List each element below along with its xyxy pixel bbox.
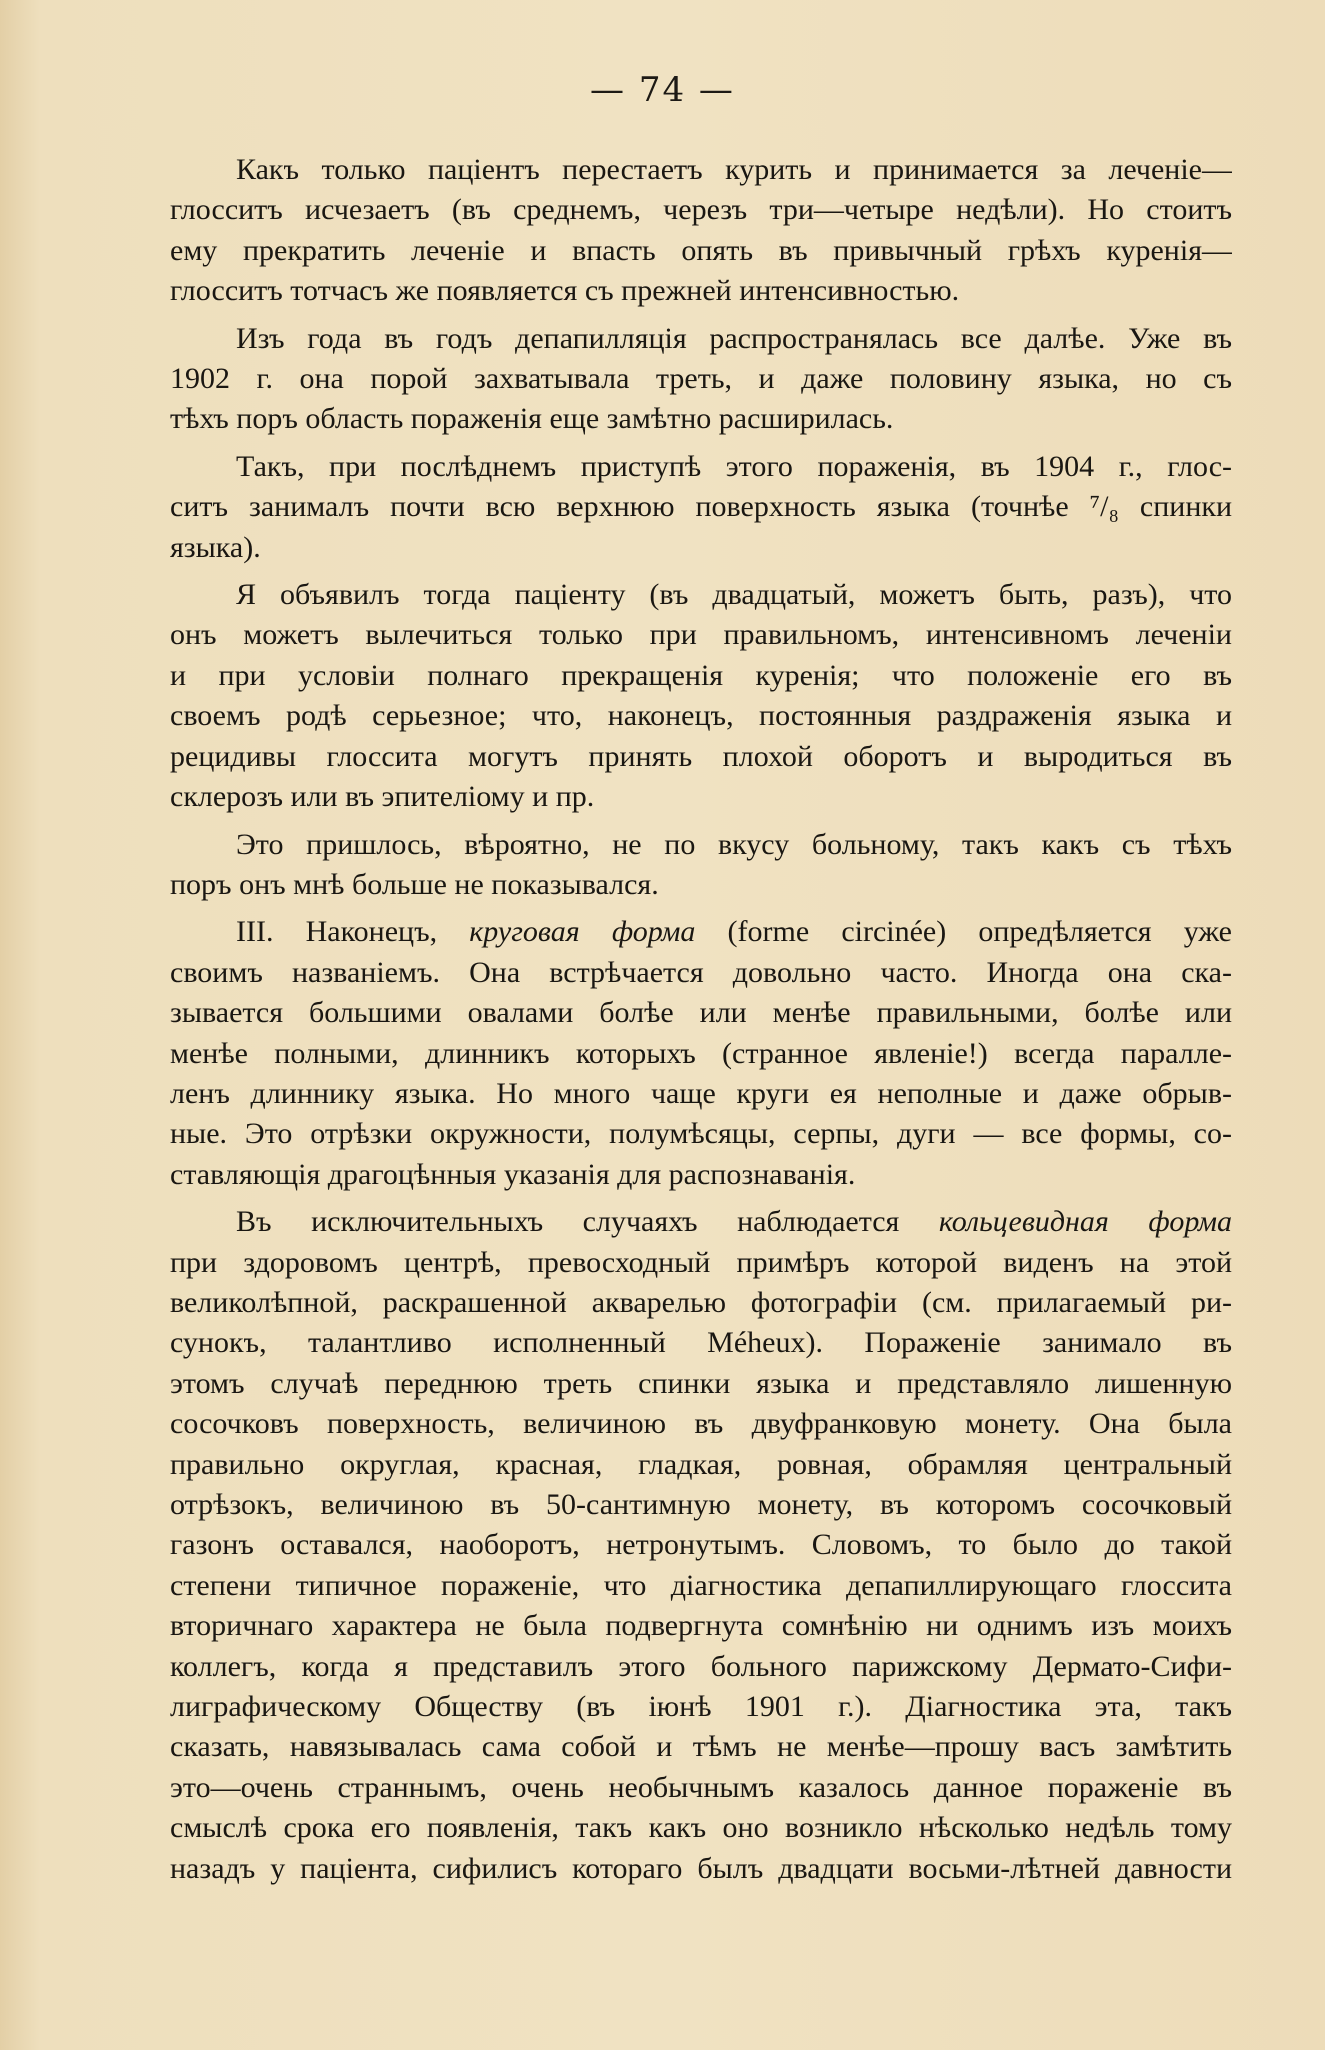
text-segment: ные. Это отрѣзки окружности, полумѣсяцы, серпы, дуги — все формы, со- xyxy=(170,1117,1232,1151)
text-line xyxy=(170,1364,1232,1404)
text-line xyxy=(170,231,1232,271)
text-segment: вторичнаго характера не была подвергнута сомнѣнію ни однимъ изъ моихъ xyxy=(170,1609,1232,1643)
text-line xyxy=(170,1849,1232,1889)
text-line xyxy=(170,1243,1232,1283)
text-line xyxy=(170,1114,1232,1154)
text-segment: Изъ года въ годъ депапилляція распространялась все далѣе. Уже въ xyxy=(236,321,1232,355)
text-line xyxy=(170,825,1232,865)
text-segment: III. Наконецъ, xyxy=(236,915,470,949)
text-line xyxy=(170,1034,1232,1074)
text-segment: 1902 г. она порой захватывала треть, и даже половину языка, но съ xyxy=(170,362,1232,396)
text-segment: (forme circinée) опредѣляется уже xyxy=(695,915,1232,949)
text-segment: сказать, навязывалась сама собой и тѣмъ не менѣе—прошу васъ замѣтить xyxy=(170,1730,1232,1764)
text-line xyxy=(170,1687,1232,1727)
text-segment: это—очень страннымъ, очень необычнымъ казалось данное пораженіе въ xyxy=(170,1770,1232,1804)
body-text xyxy=(170,150,1232,1896)
text-segment: коллегъ, когда я представилъ этого больного парижскому Дермато-Сифи- xyxy=(170,1649,1232,1683)
text-segment: ему прекратить леченіе и впасть опять въ привычный грѣхъ куренія— xyxy=(170,233,1232,267)
paragraph xyxy=(170,319,1232,440)
text-segment: менѣе полными, длинникъ которыхъ (странное явленіе!) всегда паралле- xyxy=(170,1036,1232,1070)
text-segment: ленъ длиннику языка. Но много чаще круги ея неполные и даже обрыв- xyxy=(170,1076,1232,1110)
text-line xyxy=(170,319,1232,359)
text-line xyxy=(170,1768,1232,1808)
text-segment: поръ онъ мнѣ больше не показывался. xyxy=(170,867,659,901)
text-segment: лиграфическому Обществу (въ іюнѣ 1901 г.). Діагностика эта, такъ xyxy=(170,1690,1232,1724)
text-segment: зывается большими овалами болѣе или менѣе правильными, болѣе или xyxy=(170,996,1232,1030)
text-segment: Такъ, при послѣднемъ приступѣ этого пораженія, въ 1904 г., глос- xyxy=(236,449,1232,483)
paragraph xyxy=(170,1202,1232,1889)
emphasized-term: круговая форма xyxy=(469,915,696,949)
page-number: — 74 — xyxy=(590,70,735,110)
text-line xyxy=(170,615,1232,655)
text-line xyxy=(170,1727,1232,1767)
text-line xyxy=(170,1283,1232,1323)
text-line xyxy=(170,447,1232,487)
text-line xyxy=(170,953,1232,993)
text-segment: своемъ родѣ серьезное; что, наконецъ, постоянныя раздраженія языка и xyxy=(170,699,1232,733)
text-line xyxy=(170,150,1232,190)
text-line xyxy=(170,696,1232,736)
text-segment: газонъ оставался, наоборотъ, нетронутымъ. Словомъ, то было до такой xyxy=(170,1528,1232,1562)
text-segment: сунокъ, талантливо исполненный Méheux). Пораженіе занимало въ xyxy=(170,1326,1232,1360)
text-segment: сосочковъ поверхность, величиною въ двуфранковую монету. Она была xyxy=(170,1407,1232,1441)
text-segment: языка). xyxy=(170,530,261,564)
text-line xyxy=(170,656,1232,696)
text-segment: тѣхъ поръ область пораженія еще замѣтно расширилась. xyxy=(170,402,894,436)
text-line xyxy=(170,993,1232,1033)
text-line xyxy=(170,1445,1232,1485)
text-line xyxy=(170,359,1232,399)
text-line xyxy=(170,1404,1232,1444)
text-segment: и при условіи полнаго прекращенія куренія; что положеніе его въ xyxy=(170,658,1232,692)
text-line xyxy=(170,1485,1232,1525)
text-segment: при здоровомъ центрѣ, превосходный примѣръ которой виденъ на этой xyxy=(170,1245,1232,1279)
text-line xyxy=(170,737,1232,777)
paragraph xyxy=(170,150,1232,312)
text-line xyxy=(170,1606,1232,1646)
text-line xyxy=(170,1525,1232,1565)
text-line xyxy=(170,777,1232,817)
text-segment: правильно округлая, красная, гладкая, ровная, обрамляя центральный xyxy=(170,1447,1232,1481)
text-line xyxy=(170,912,1232,952)
text-line xyxy=(170,1155,1232,1195)
text-segment: Это пришлось, вѣроятно, не по вкусу больному, такъ какъ съ тѣхъ xyxy=(236,827,1232,861)
text-segment: этомъ случаѣ переднюю треть спинки языка и представляло лишенную xyxy=(170,1366,1232,1400)
text-line xyxy=(170,399,1232,439)
text-line xyxy=(170,1323,1232,1363)
paragraph xyxy=(170,575,1232,817)
text-segment: глосситъ тотчасъ же появляется съ прежней интенсивностью. xyxy=(170,274,960,308)
text-segment: Въ исключительныхъ случаяхъ наблюдается xyxy=(236,1205,939,1239)
text-segment: глосситъ исчезаетъ (въ среднемъ, черезъ три—четыре недѣли). Но стоитъ xyxy=(170,193,1232,227)
text-segment: отрѣзокъ, величиною въ 50-сантимную монету, въ которомъ сосочковый xyxy=(170,1488,1232,1521)
text-segment: склерозъ или въ эпителіому и пр. xyxy=(170,780,595,814)
text-line xyxy=(170,1202,1232,1242)
text-segment: онъ можетъ вылечиться только при правильномъ, интенсивномъ леченіи xyxy=(170,618,1232,652)
paragraph xyxy=(170,912,1232,1195)
text-line xyxy=(170,1074,1232,1114)
text-segment: степени типичное пораженіе, что діагностика депапиллирующаго глоссита xyxy=(170,1568,1232,1602)
text-segment: ставляющія драгоцѣнныя указанія для распознаванія. xyxy=(170,1157,856,1191)
text-segment: смыслѣ срока его появленія, такъ какъ оно возникло нѣсколько недѣль тому xyxy=(170,1811,1232,1845)
text-segment: назадъ у паціента, сифилисъ котораго былъ двадцати восьми-лѣтней давности xyxy=(170,1851,1232,1885)
emphasized-term: кольцевидная форма xyxy=(938,1205,1232,1239)
text-line xyxy=(170,1566,1232,1606)
text-line xyxy=(170,865,1232,905)
text-line xyxy=(170,271,1232,311)
text-segment: своимъ названіемъ. Она встрѣчается довольно часто. Иногда она ска- xyxy=(170,955,1232,989)
text-line xyxy=(170,575,1232,615)
text-segment: ситъ занималъ почти всю верхнюю поверхность языка (точнѣе ⁷/₈ спинки xyxy=(170,490,1232,524)
text-line xyxy=(170,190,1232,230)
text-line xyxy=(170,1647,1232,1687)
text-line xyxy=(170,487,1232,527)
text-segment: великолѣпной, раскрашенной акварелью фотографіи (см. прилагаемый ри- xyxy=(170,1285,1232,1319)
text-segment: Я объявилъ тогда паціенту (въ двадцатый, можетъ быть, разъ), что xyxy=(236,578,1232,612)
text-line xyxy=(170,1808,1232,1848)
text-segment: рецидивы глоссита могутъ принять плохой оборотъ и выродиться въ xyxy=(170,739,1232,773)
text-line xyxy=(170,528,1232,568)
paragraph xyxy=(170,447,1232,568)
paragraph xyxy=(170,825,1232,906)
text-segment: Какъ только паціентъ перестаетъ курить и принимается за леченіе— xyxy=(236,153,1232,186)
